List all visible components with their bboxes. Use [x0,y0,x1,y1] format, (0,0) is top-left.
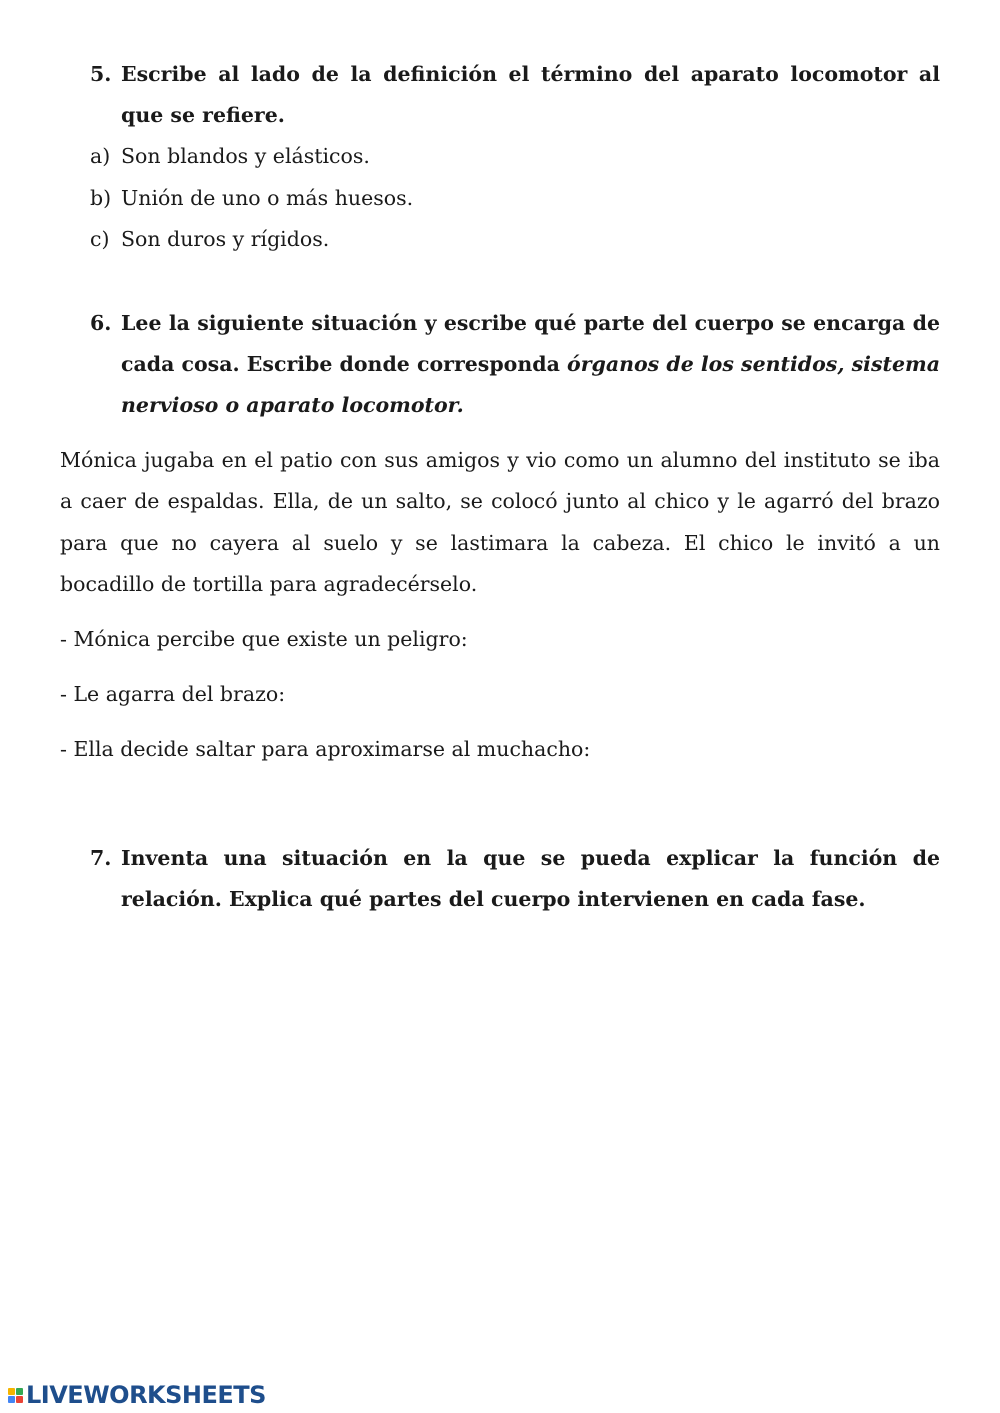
option-c-text: Son duros y rígidos. [121,227,330,251]
question-5 [90,54,940,136]
question-7-text: Inventa una situación en la que se pueda explicar la función de relación. Explica qué partes del cuerpo intervienen en cada fase. [121,846,940,911]
question-6-number: 6. [90,311,112,335]
question-7-number: 7. [90,846,112,870]
option-b-text: Unión de uno o más huesos. [121,185,414,210]
option-c [90,219,940,261]
liveworksheets-logo [8,1380,266,1410]
question-6 [90,303,940,426]
question-6-text [121,303,940,426]
option-b [90,178,940,220]
logo-square [16,1396,23,1403]
option-a-letter: a) [90,144,111,168]
option-b-letter: b) [90,185,112,210]
statement-1: - Mónica percibe que existe un peligro: [60,627,468,651]
question-6-text-italic: órganos de los sentidos, sistema nervioso o aparato locomotor. [121,352,940,417]
logo-text: LIVEWORKSHEETS [26,1381,266,1409]
question-5-options [90,136,940,261]
question-5-text: Escribe al lado de la definición el término del aparato locomotor al que se refiere. [121,62,940,127]
logo-square [16,1388,23,1395]
logo-square [8,1388,15,1395]
question-6-text-plain: Lee la siguiente situación y escribe qué parte del cuerpo se encarga de cada cosa. Escribe donde corresponda [121,311,940,376]
story-paragraph: Mónica jugaba en el patio con sus amigos y vio como un alumno del instituto se iba a caer de espaldas. Ella, de un salto, se colocó junto al chico y le agarró del brazo para que no cayera al suelo y se lastimara la cabeza. El chico le invitó a un bocadillo de tortilla para agradecérselo. [60,448,940,596]
logo-square [8,1396,15,1403]
statement-2: - Le agarra del brazo: [60,682,286,706]
statement-3: - Ella decide saltar para aproximarse al muchacho: [60,737,591,761]
option-a-text: Son blandos y elásticos. [121,144,370,168]
logo-squares-icon [8,1388,23,1403]
question-5-number: 5. [90,62,112,86]
option-a [90,136,940,178]
option-c-letter: c) [90,227,110,251]
question-7 [90,838,940,920]
